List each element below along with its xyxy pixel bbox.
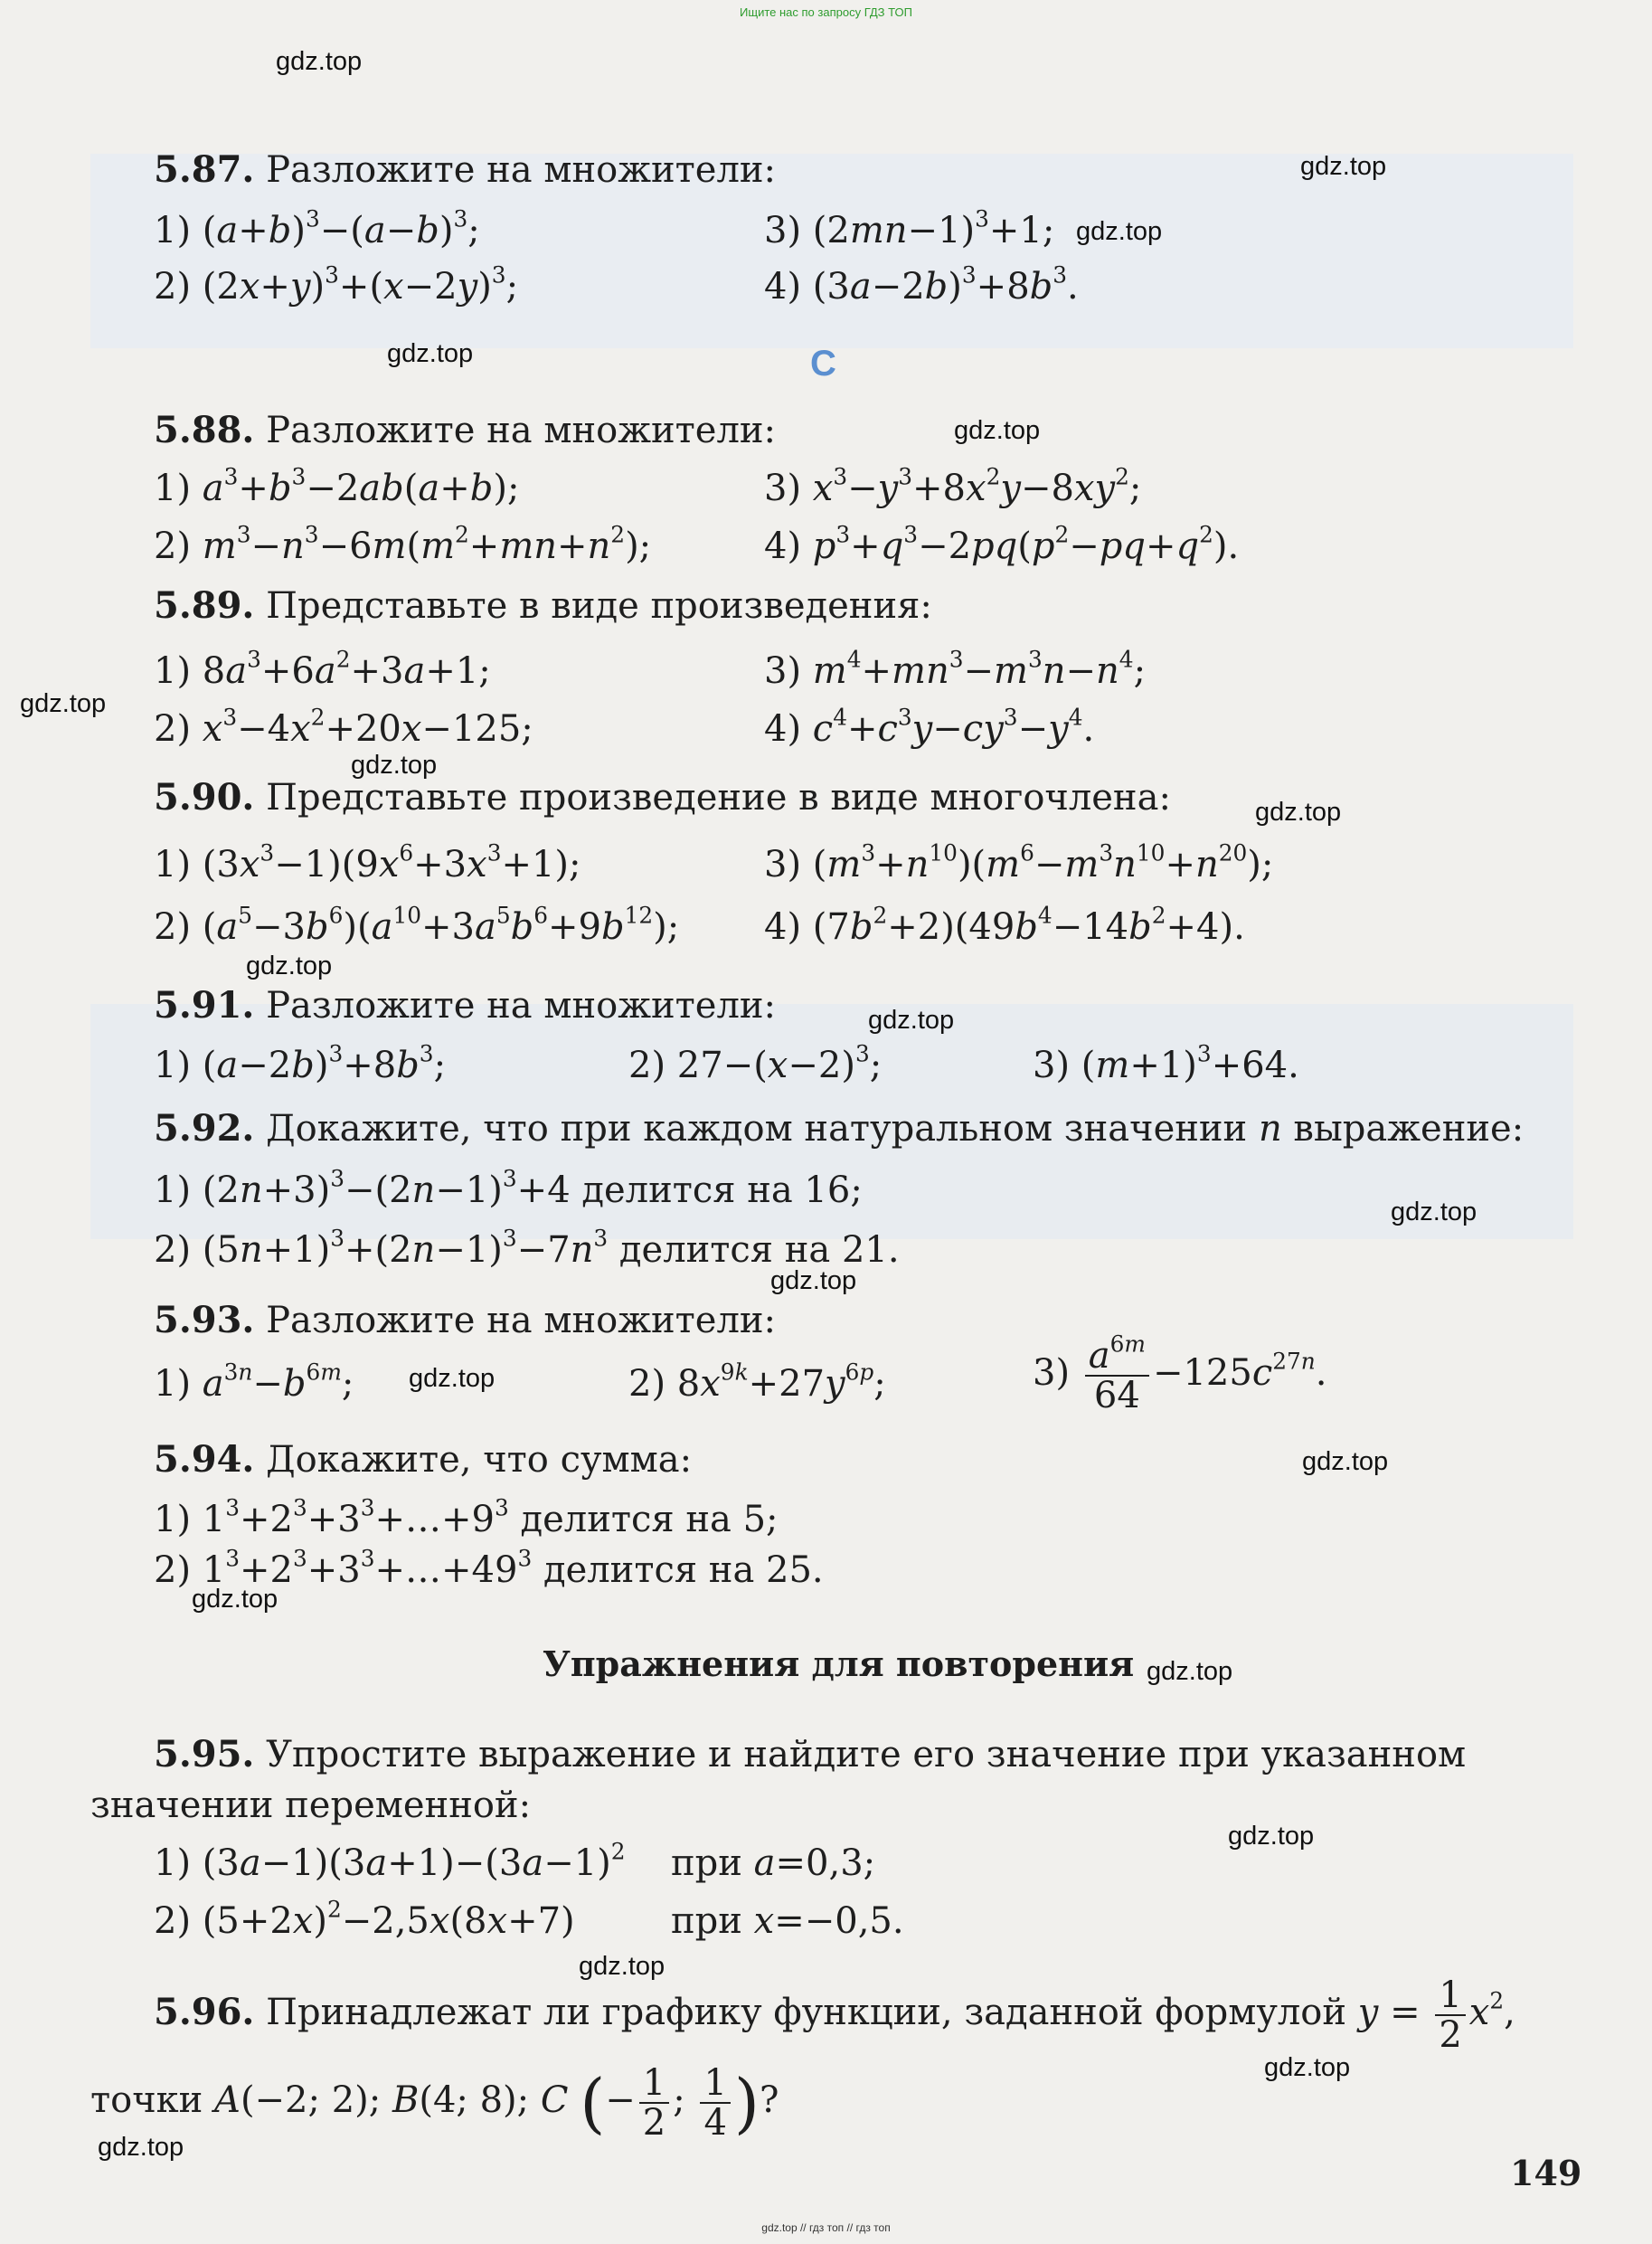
exercise-item: 3) $m^4+mn^3-m^3n-n^4$;: [764, 646, 1147, 692]
watermark: gdz.top: [246, 952, 333, 980]
section-letter: C: [810, 344, 836, 383]
exercise-5-96-title: 5.96. Принадлежат ли графику функции, заданной формулой y = $\frac{1}{2}$ $x^2$,: [154, 1974, 1515, 2056]
watermark: gdz.top: [409, 1364, 496, 1393]
fraction: $\frac{1}{4}$: [700, 2064, 730, 2142]
exercise-item: 1) $(3x^3-1)(9x^6+3x^3+1)$;: [154, 839, 581, 885]
exercise-item: 1) $(3a-1)(3a+1)-(3a-1)^2$: [154, 1838, 626, 1884]
watermark: gdz.top: [1255, 798, 1342, 827]
watermark: gdz.top: [954, 416, 1041, 445]
exercise-item: 2) $m^3-n^3-6m(m^2+mn+n^2)$;: [154, 521, 652, 567]
watermark: gdz.top: [387, 339, 474, 368]
exercise-item: 1) $(a+b)^3-(a-b)^3$;: [154, 205, 480, 251]
exercise-item: 2) $27-(x-2)^3$;: [628, 1040, 883, 1086]
top-search-link[interactable]: Ищите нас по запросу ГДЗ ТОП: [740, 5, 912, 19]
exercise-item: 3) $(m+1)^3+64$.: [1033, 1040, 1299, 1086]
exercise-condition: при a=0,3;: [671, 1842, 876, 1884]
exercise-item: 4) $(7b^2+2)(49b^4-14b^2+4)$.: [764, 902, 1245, 948]
exercise-item: 2) $(5+2x)^2-2,5x(8x+7)$: [154, 1896, 575, 1942]
watermark: gdz.top: [579, 1952, 666, 1981]
watermark: gdz.top: [351, 751, 438, 780]
fraction: $\frac{1}{2}$: [1435, 1976, 1465, 2054]
exercise-item: 1) $8a^3+6a^2+3a+1$;: [154, 646, 491, 692]
exercise-item: 3) $(2mn-1)^3+1$;: [764, 205, 1055, 251]
exercise-item: 1) $1^3+2^3+3^3+\dots+9^3$ делится на 5;: [154, 1494, 779, 1540]
exercise-item: 2) $(5n+1)^3+(2n-1)^3-7n^3$ делится на 21.: [154, 1225, 900, 1271]
watermark: gdz.top: [1076, 217, 1163, 246]
watermark: gdz.top: [868, 1006, 955, 1035]
exercise-text: значении переменной:: [90, 1785, 532, 1826]
exercise-item: 4) $c^4+c^3y-cy^3-y^4$.: [764, 704, 1095, 750]
watermark: gdz.top: [1300, 152, 1387, 181]
exercise-condition: при x=−0,5.: [671, 1900, 904, 1942]
watermark: gdz.top: [98, 2133, 184, 2162]
exercise-item: 3) $x^3-y^3+8x^2y-8xy^2$;: [764, 463, 1142, 509]
bottom-link[interactable]: gdz.top // гдз топ // гдз топ: [761, 2221, 891, 2234]
fraction: $\frac{1}{2}$: [639, 2064, 669, 2142]
exercise-5-93-title: 5.93. Разложите на множители:: [154, 1299, 777, 1341]
watermark: gdz.top: [276, 47, 363, 76]
exercise-item: 2) $1^3+2^3+3^3+\dots+49^3$ делится на 25.: [154, 1545, 824, 1591]
section-heading: Упражнения для повторения: [543, 1643, 1135, 1684]
exercise-item: 3) $\frac{a^{6m}}{64}$ $-125c^{27n}$.: [1033, 1330, 1327, 1416]
exercise-item: 1) $a^3+b^3-2ab(a+b)$;: [154, 463, 520, 509]
exercise-item: 4) $(3a-2b)^3+8b^3$.: [764, 261, 1079, 308]
exercise-5-88-title: 5.88. Разложите на множители:: [154, 409, 777, 451]
watermark: gdz.top: [1228, 1822, 1315, 1851]
exercise-item: 4) $p^3+q^3-2pq(p^2-pq+q^2)$.: [764, 521, 1240, 567]
exercise-item: 2) $8x^{9k}+27y^{6p}$;: [628, 1359, 886, 1405]
watermark: gdz.top: [1264, 2053, 1351, 2082]
exercise-item: 3) $(m^3+n^{10})(m^6-m^3n^{10}+n^{20})$;: [764, 839, 1274, 885]
exercise-item: 1) $a^{3n}-b^{6m}$;: [154, 1359, 354, 1405]
exercise-5-89-title: 5.89. Представьте в виде произведения:: [154, 584, 932, 627]
fraction: $\frac{a^{6m}}{64}$: [1085, 1337, 1149, 1415]
exercise-5-87-title: 5.87. Разложите на множители:: [154, 148, 777, 191]
watermark: gdz.top: [1147, 1657, 1233, 1686]
watermark: gdz.top: [770, 1266, 857, 1295]
exercise-item: 2) $(2x+y)^3+(x-2y)^3$;: [154, 261, 519, 308]
exercise-5-94-title: 5.94. Докажите, что сумма:: [154, 1438, 693, 1481]
watermark: gdz.top: [192, 1585, 278, 1614]
exercise-5-95-title: 5.95. Упростите выражение и найдите его значение при указанном: [154, 1733, 1467, 1775]
exercise-5-90-title: 5.90. Представьте произведение в виде многочлена:: [154, 776, 1171, 819]
exercise-5-91-title: 5.91. Разложите на множители:: [154, 984, 777, 1027]
watermark: gdz.top: [1391, 1198, 1477, 1226]
exercise-item: 2) $x^3-4x^2+20x-125$;: [154, 704, 533, 750]
exercise-item: 1) $(a-2b)^3+8b^3$;: [154, 1040, 447, 1086]
exercise-5-92-title: 5.92. Докажите, что при каждом натуральном значении n выражение:: [154, 1107, 1525, 1150]
watermark: gdz.top: [1302, 1447, 1389, 1476]
exercise-item: 2) $(a^5-3b^6)(a^{10}+3a^5b^6+9b^{12})$;: [154, 902, 680, 948]
watermark: gdz.top: [20, 689, 107, 718]
exercise-item: 1) $(2n+3)^3-(2n-1)^3+4$ делится на 16;: [154, 1165, 863, 1211]
page-number: 149: [1510, 2153, 1582, 2193]
exercise-text: точки A(−2; 2); B(4; 8); C (− $\frac{1}{2}$ ; $\frac{1}{4}$ )?: [90, 2062, 779, 2144]
